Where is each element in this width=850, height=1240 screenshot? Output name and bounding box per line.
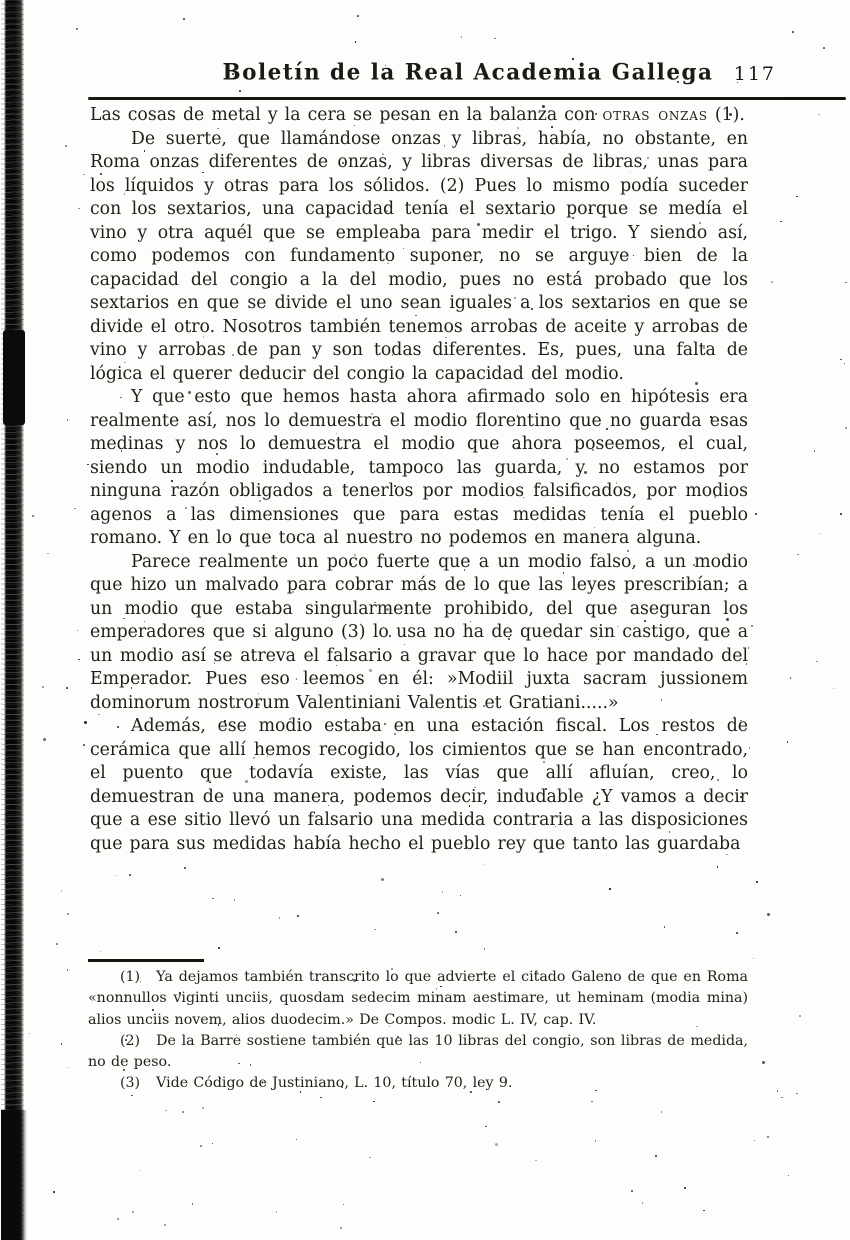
footnote-text: De la Barre sostiene también que las 10 libras del congio, son libras de medida, no de peso. [88, 1032, 748, 1071]
paragraph-text: (1). [707, 105, 745, 125]
footnote [88, 967, 748, 1031]
paragraph-text: Las cosas de metal y la cera se pesan en la balanza con [90, 105, 603, 125]
paragraph-continuation [90, 104, 748, 128]
paragraph: Además, ese modio estaba en una estación fiscal. Los restos de cerámica que allí hemos recogido, los cimientos que se han encontrado, el puento que todavía existe, las vías que allí afluían, creo, lo demuestran de una manera, podemos decir, indudable ¿Y vamos a decir que a ese sitio llevó un falsario una medida contraria a las disposiciones que para sus medidas había hecho el pueblo rey que tanto las guardaba [90, 716, 748, 854]
footnote-text: Ya dejamos también transcrito lo que advierte el citado Galeno de que en Roma «nonnullos viginti unciis, quosdam sedecim minam aestimare, ut heminam (modia mina) alios unciis novem, alios duodecim.» De Compos. modic L. IV, cap. IV. [88, 969, 748, 1028]
paragraph-text: Parece realmente un poco fuerte que a un modio falso, a un modio que hizo un malvado para cobrar más de lo que las leyes prescribían; a un modio que estaba singularmente prohibido, del que aseguran los emperadores que si alguno (3) lo usa no ha de quedar sin castigo, que a un modio así se atreva el falsario a gravar que lo hace por mandado del Emperador. Pues eso leemos en él: [90, 551, 748, 689]
article-body [90, 104, 748, 856]
latin-quote: »Modiil juxta sacram jussionem dominorum nostrorum Valentiniani Valentis et Gratiani.....» [90, 669, 748, 713]
footnote-marker: (3) [120, 1075, 141, 1092]
binding-shadow [1, 0, 24, 1240]
paragraph [90, 551, 748, 716]
header-rule [88, 97, 846, 100]
smallcaps-term: otras onzas [602, 105, 708, 125]
footnote-separator-rule [88, 959, 204, 962]
footnotes [88, 967, 748, 1095]
footnote-text: Vide Código de Justiniano, L. 10, título 70, ley 9. [156, 1075, 513, 1092]
paragraph: Y que esto que hemos hasta ahora afirmado solo en hipótesis era realmente así, nos lo demuestra el modio florentino que no guarda esas medinas y nos lo demuestra el modio que ahora poseemos, el cual, siendo un modio indudable, tampoco las guarda, y no estamos por ninguna razón obligados a tenerlos por modios falsificados, por modios agenos a las dimensiones que para estas medidas tenía el pueblo romano. Y en lo que toca al nuestro no podemos en manera alguna. [90, 387, 748, 548]
footnote-marker: (1) [120, 969, 141, 985]
footnote [88, 1073, 748, 1094]
page-number: 117 [733, 63, 776, 85]
page-header [88, 60, 848, 105]
paragraph: De suerte, que llamándose onzas y libras, había, no obstante, en Roma onzas diferentes de onzas, y libras diversas de libras, unas para los líquidos y otras para los sólidos. (2) Pues lo mismo podía suceder con los sextarios, una capacidad tenía el sextario porque se medía el vino y otra aquél que se empleaba para medir el trigo. Y siendo así, como podemos con fundamento suponer, no se arguye bien de la capacidad del congio a la del modio, pues no está probado que los sextarios en que se divide el uno sean iguales a los sextarios en que se divide el otro. Nosotros también tenemos arrobas de aceite y arrobas de vino y arrobas de pan y son todas diferentes. Es, pues, una falta de lógica el querer deducir del congio la capacidad del modio. [90, 128, 748, 384]
footnote-marker: (2) [120, 1032, 141, 1049]
journal-title: Boletín de la Real Academia Gallega [222, 59, 714, 86]
footnote [88, 1031, 748, 1074]
